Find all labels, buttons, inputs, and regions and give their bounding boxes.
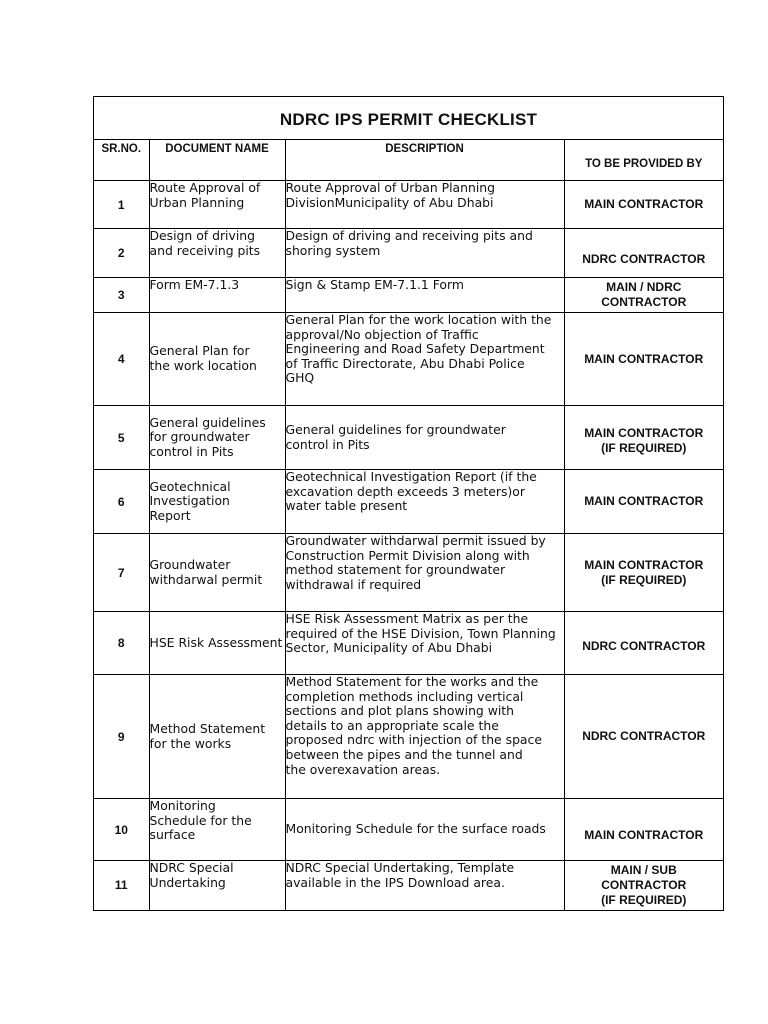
row-sr-number: 9 — [94, 675, 149, 799]
row-document-name: Geotechnical Investigation Report — [149, 470, 285, 534]
row-document-name: Form EM-7.1.3 — [149, 278, 285, 313]
row-sr-number: 7 — [94, 534, 149, 612]
row-sr-number: 3 — [94, 278, 149, 313]
row-description: HSE Risk Assessment Matrix as per the required of the HSE Division, Town Planning Sector, Municipality of Abu Dhabi — [285, 612, 564, 675]
row-document-name: Groundwater withdarwal permit — [149, 534, 285, 612]
row-sr-number: 10 — [94, 799, 149, 861]
row-provided-by: MAIN CONTRACTOR (IF REQUIRED) — [564, 534, 723, 612]
header-document-name: DOCUMENT NAME — [149, 140, 285, 181]
table-row — [94, 799, 723, 861]
row-provided-by: MAIN CONTRACTOR — [564, 799, 723, 861]
table-row — [94, 229, 723, 278]
table-row — [94, 861, 723, 910]
row-description: Route Approval of Urban Planning DivisionMunicipality of Abu Dhabi — [285, 181, 564, 229]
row-provided-by: MAIN CONTRACTOR — [564, 181, 723, 229]
table-row — [94, 470, 723, 534]
table-row — [94, 534, 723, 612]
row-sr-number: 1 — [94, 181, 149, 229]
row-sr-number: 5 — [94, 406, 149, 470]
row-document-name: HSE Risk Assessment — [149, 612, 285, 675]
row-document-name: Method Statement for the works — [149, 675, 285, 799]
row-provided-by: MAIN / NDRC CONTRACTOR — [564, 278, 723, 313]
row-provided-by: MAIN / SUB CONTRACTOR (IF REQUIRED) — [564, 861, 723, 910]
row-description: Design of driving and receiving pits and shoring system — [285, 229, 564, 278]
row-description: General Plan for the work location with the approval/No objection of Traffic Engineering and Road Safety Department of Traffic Directorate, Abu Dhabi Police GHQ — [285, 313, 564, 406]
row-provided-by: NDRC CONTRACTOR — [564, 675, 723, 799]
document-title: NDRC IPS PERMIT CHECKLIST — [279, 110, 538, 129]
row-description: NDRC Special Undertaking, Template available in the IPS Download area. — [285, 861, 564, 910]
row-description: Geotechnical Investigation Report (if the excavation depth exceeds 3 meters)or water table present — [285, 470, 564, 534]
row-document-name: Design of driving and receiving pits — [149, 229, 285, 278]
row-provided-by: MAIN CONTRACTOR — [564, 313, 723, 406]
table-row — [94, 181, 723, 229]
header-to-be-provided-by: TO BE PROVIDED BY — [564, 140, 723, 181]
title-row — [94, 97, 723, 140]
table-row — [94, 278, 723, 313]
row-sr-number: 11 — [94, 861, 149, 910]
table-row — [94, 612, 723, 675]
row-provided-by: NDRC CONTRACTOR — [564, 612, 723, 675]
row-document-name: General Plan for the work location — [149, 313, 285, 406]
row-description: Sign & Stamp EM-7.1.1 Form — [285, 278, 564, 313]
row-provided-by: NDRC CONTRACTOR — [564, 229, 723, 278]
table-row — [94, 313, 723, 406]
row-provided-by: MAIN CONTRACTOR (IF REQUIRED) — [564, 406, 723, 470]
header-sr-no: SR.NO. — [94, 140, 149, 181]
header-row — [94, 140, 723, 181]
document-title-cell — [94, 97, 723, 140]
row-provided-by: MAIN CONTRACTOR — [564, 470, 723, 534]
row-sr-number: 4 — [94, 313, 149, 406]
row-description: Method Statement for the works and the completion methods including vertical sections and plot plans showing with details to an appropriate scale the proposed ndrc with injection of the space between the pipes and the tunnel and the overexavation areas. — [285, 675, 564, 799]
row-sr-number: 8 — [94, 612, 149, 675]
row-document-name: General guidelines for groundwater control in Pits — [149, 406, 285, 470]
permit-checklist-sheet — [93, 96, 724, 911]
row-document-name: NDRC Special Undertaking — [149, 861, 285, 910]
row-sr-number: 2 — [94, 229, 149, 278]
header-description: DESCRIPTION — [285, 140, 564, 181]
table-row — [94, 675, 723, 799]
row-document-name: Route Approval of Urban Planning — [149, 181, 285, 229]
row-description: General guidelines for groundwater control in Pits — [285, 406, 564, 470]
row-description: Groundwater withdarwal permit issued by Construction Permit Division along with method statement for groundwater withdrawal if required — [285, 534, 564, 612]
permit-checklist-table — [94, 97, 723, 910]
table-row — [94, 406, 723, 470]
row-description: Monitoring Schedule for the surface roads — [285, 799, 564, 861]
row-document-name: Monitoring Schedule for the surface — [149, 799, 285, 861]
row-sr-number: 6 — [94, 470, 149, 534]
